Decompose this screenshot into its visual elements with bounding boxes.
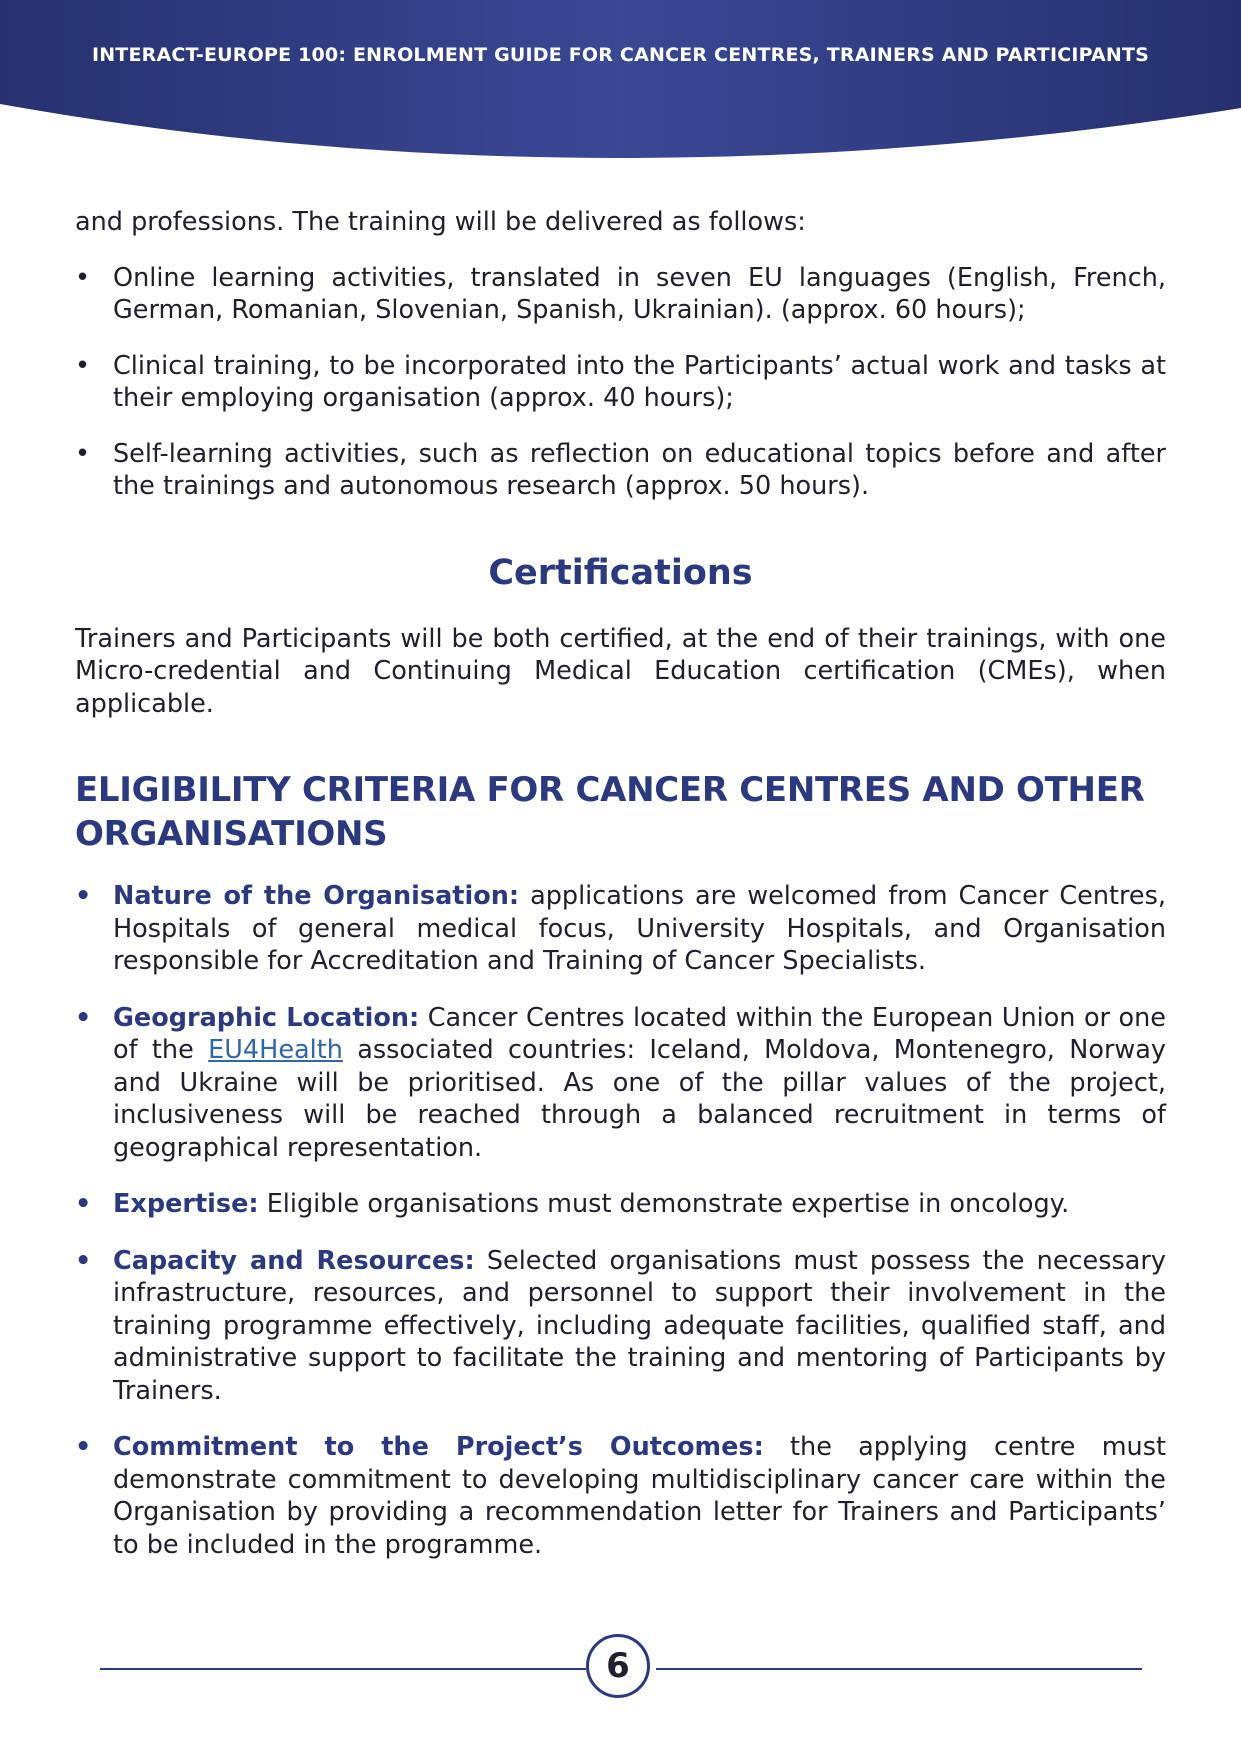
criterion-term: Expertise:: [113, 1189, 259, 1219]
bullet-icon: •: [75, 350, 91, 381]
footer-divider-left: [100, 1668, 586, 1670]
list-item: [75, 1002, 1166, 1165]
criterion-text: Cancer Centres located within the European Union or one of the: [113, 1002, 1166, 1065]
list-item: [75, 262, 1166, 327]
list-item: [75, 880, 1166, 978]
list-item: [75, 350, 1166, 415]
eligibility-heading: ELIGIBILITY CRITERIA FOR CANCER CENTRES AND OTHER ORGANISATIONS: [75, 770, 1145, 854]
criterion-term: Capacity and Resources:: [113, 1245, 475, 1276]
bullet-icon: •: [75, 881, 92, 911]
certifications-heading: Certifications: [488, 552, 753, 593]
eligibility-criteria-list: [75, 880, 1166, 1561]
page-content: [75, 206, 1166, 1561]
bullet-icon: •: [75, 438, 91, 469]
training-delivery-list: [75, 262, 1166, 503]
criterion-term: Geographic Location:: [113, 1002, 420, 1033]
list-item-text: Self-learning activities, such as reflection on educational topics before and after the trainings and autonomous research (approx. 50 hours).: [113, 438, 1166, 501]
list-item: [75, 1188, 1166, 1221]
bullet-icon: •: [75, 1432, 92, 1462]
list-item: [75, 438, 1166, 503]
criterion-term: Nature of the Organisation:: [113, 881, 520, 911]
eu4health-link[interactable]: EU4Health: [208, 1035, 343, 1065]
intro-text: and professions. The training will be delivered as follows:: [75, 207, 806, 237]
bullet-icon: •: [75, 1002, 92, 1033]
list-item: [75, 1431, 1166, 1561]
criterion-text: Eligible organisations must demonstrate expertise in oncology.: [258, 1189, 1070, 1219]
list-item: [75, 1245, 1166, 1408]
criterion-text: Selected organisations must possess the necessary infrastructure, resources, and personnel to support their involvement in the training programme effectively, including adequate facilities, qualified staff, and administrative support to facilitate the training and mentoring of Participants by Trainers.: [113, 1245, 1166, 1406]
criterion-text: the applying centre must demonstrate commitment to developing multidisciplinary cancer care within the Organisation by providing a recommendation letter for Trainers and Participants’ to be included in the programme.: [113, 1432, 1166, 1560]
list-item-text: Clinical training, to be incorporated into the Participants’ actual work and tasks at their employing organisation (approx. 40 hours);: [113, 350, 1166, 413]
header-wave-shape: [0, 0, 1241, 165]
page-number: 6: [586, 1634, 650, 1698]
criterion-text: associated countries: Iceland, Moldova, Montenegro, Norway and Ukraine will be prioritised. As one of the pillar values of the project, inclusiveness will be reached through a balanced recruitment in terms of geographical representation.: [113, 1035, 1166, 1163]
header-band: [0, 0, 1241, 165]
certifications-text: Trainers and Participants will be both certified, at the end of their trainings, with one Micro-credential and Continuing Medical Education certification (CMEs), when applicable.: [75, 623, 1166, 719]
criterion-term: Commitment to the Project’s Outcomes:: [113, 1432, 764, 1462]
document-header-title: INTERACT-EUROPE 100: ENROLMENT GUIDE FOR CANCER CENTRES, TRAINERS AND PARTICIPANTS: [91, 44, 1150, 66]
bullet-icon: •: [75, 262, 91, 293]
bullet-icon: •: [75, 1245, 92, 1276]
list-item-text: Online learning activities, translated in seven EU languages (English, French, German, Romanian, Slovenian, Spanish, Ukrainian). (approx. 60 hours);: [113, 262, 1166, 325]
criterion-text: applications are welcomed from Cancer Centres, Hospitals of general medical focus, University Hospitals, and Organisation responsible for Accreditation and Training of Cancer Specialists.: [113, 881, 1166, 976]
footer-divider-right: [656, 1668, 1142, 1670]
bullet-icon: •: [75, 1189, 92, 1219]
